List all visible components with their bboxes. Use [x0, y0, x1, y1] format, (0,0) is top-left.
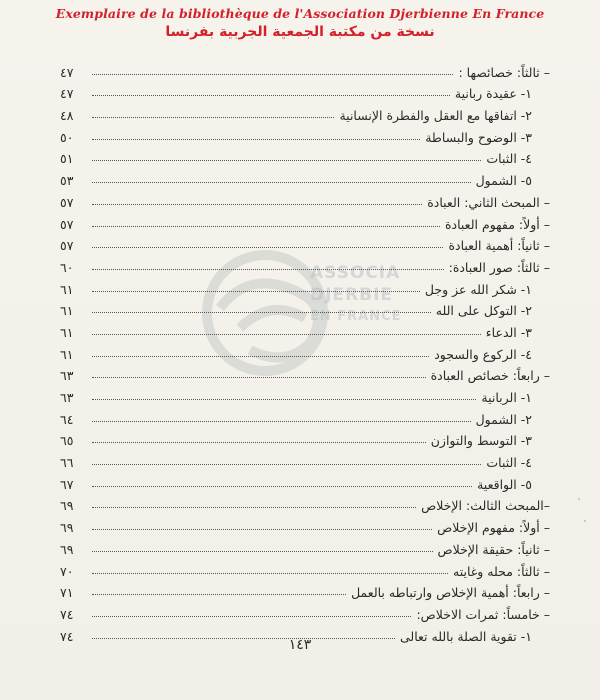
toc-entry — [60, 340, 550, 362]
page-number: ١٤٣ — [288, 637, 312, 653]
toc-entry-title: ٤- الثبات — [486, 151, 532, 167]
toc-entry-page: ٦٩ — [60, 498, 74, 514]
toc-entry — [60, 492, 550, 514]
dot-leader — [92, 116, 334, 118]
dot-leader — [92, 203, 422, 205]
toc-entry — [60, 232, 550, 254]
toc-entry-page: ٥٧ — [60, 216, 74, 232]
dot-leader — [92, 485, 472, 487]
toc-entry-page: ٥١ — [60, 151, 74, 167]
toc-entry-title: ٢- التوكل على الله — [435, 303, 532, 319]
toc-entry-title: ١- شكر الله عز وجل — [424, 281, 532, 297]
dot-leader — [92, 94, 450, 96]
toc-entry-page: ٦٠ — [60, 259, 74, 275]
toc-entry-page: ٦١ — [60, 303, 74, 319]
toc-entry-title: ٤- الثبات — [486, 455, 532, 471]
watermark-line: EN FRANCE — [310, 309, 402, 324]
toc-entry — [60, 448, 550, 470]
toc-entry-page: ٦١ — [60, 346, 74, 362]
margin-speck — [584, 520, 586, 522]
toc-entry-page: ٥٧ — [60, 194, 74, 210]
dot-leader — [92, 333, 481, 335]
toc-entry-title: –المبحث الثالث: الإخلاص — [421, 498, 550, 514]
toc-entry-title: – أولاً: مفهوم العبادة — [444, 216, 550, 232]
toc-entry — [60, 557, 550, 579]
toc-entry-page: ٤٨ — [60, 108, 74, 124]
toc-entry — [60, 253, 550, 275]
dot-leader — [92, 593, 346, 595]
toc-entry — [60, 297, 550, 319]
toc-entry — [60, 101, 550, 123]
toc-entry-title: – ثالثاً: خصائصها : — [458, 64, 550, 80]
toc-entry-title: ٣- الدعاء — [485, 324, 532, 340]
toc-entry-page: ٦٣ — [60, 390, 74, 405]
dot-leader — [92, 572, 448, 574]
toc-entry-title: – ثانياً: أهمية العبادة — [448, 238, 550, 254]
dot-leader — [92, 615, 411, 617]
toc-entry — [60, 275, 550, 297]
toc-entry — [60, 210, 550, 232]
toc-entry-title: ٣- الوضوح والبساطة — [425, 129, 532, 145]
dot-leader — [92, 290, 420, 292]
toc-entry — [60, 58, 550, 80]
toc-entry — [60, 362, 550, 384]
toc-entry — [60, 579, 550, 601]
toc-entry — [60, 188, 550, 210]
dot-leader — [92, 398, 476, 400]
table-of-contents — [60, 58, 550, 644]
toc-entry-page: ٧٠ — [60, 563, 74, 579]
toc-entry-title: ٢- الشمول — [475, 411, 532, 427]
toc-entry — [60, 123, 550, 145]
toc-entry-page: ٦٩ — [60, 541, 74, 557]
toc-entry — [60, 470, 550, 492]
toc-entry-title: – رابعاً: أهمية الإخلاص وارتباطه بالعمل — [351, 585, 550, 601]
dot-leader — [92, 420, 471, 422]
toc-entry-title: – ثالثاً: محله وغايته — [453, 563, 550, 579]
toc-entry-title: ٥- الشمول — [475, 173, 532, 189]
toc-entry — [60, 80, 550, 102]
toc-entry-title: – رابعاً: خصائص العبادة — [430, 368, 550, 384]
toc-entry-page: ٦٦ — [60, 455, 74, 471]
toc-entry-title: ١- الربانية — [481, 390, 532, 405]
library-stamp-french: Exemplaire de la bibliothèque de l'Association Djerbienne En France — [55, 6, 545, 21]
toc-entry — [60, 383, 550, 405]
toc-entry-page: ٧٤ — [60, 606, 74, 622]
toc-entry-title: – ثالثاً: صور العبادة: — [448, 259, 550, 275]
dot-leader — [92, 268, 444, 270]
toc-entry-page: ٦٣ — [60, 368, 74, 384]
toc-entry-page: ٦٥ — [60, 433, 74, 449]
dot-leader — [92, 463, 481, 465]
dot-leader — [92, 181, 471, 183]
toc-entry — [60, 535, 550, 557]
dot-leader — [92, 159, 481, 161]
toc-entry-page: ٤٧ — [60, 64, 74, 80]
toc-entry — [60, 600, 550, 622]
toc-entry — [60, 405, 550, 427]
toc-entry — [60, 427, 550, 449]
toc-entry — [60, 166, 550, 188]
margin-speck — [578, 498, 580, 500]
toc-entry-page: ٤٧ — [60, 86, 74, 102]
dot-leader — [92, 225, 440, 227]
toc-entry — [60, 513, 550, 535]
dot-leader — [92, 441, 426, 443]
toc-entry-title: ٤- الركوع والسجود — [434, 346, 532, 362]
toc-entry-page: ٧١ — [60, 585, 74, 601]
toc-entry-page: ٧٤ — [60, 628, 74, 644]
dot-leader — [92, 246, 443, 248]
toc-entry-page: ٥٣ — [60, 173, 74, 189]
toc-entry-title: ١- عقيدة ربانية — [454, 86, 532, 102]
library-stamp-arabic: نسخة من مكتبة الجمعية الجربية بفرنسا — [165, 24, 435, 40]
toc-entry-page: ٦١ — [60, 324, 74, 340]
dot-leader — [92, 355, 429, 357]
toc-entry-title: ٥- الواقعية — [477, 476, 532, 492]
toc-entry-title: – أولاً: مفهوم الإخلاص — [437, 520, 550, 536]
toc-entry-title: ٢- اتفاقها مع العقل والفطرة الإنسانية — [339, 108, 532, 124]
toc-entry — [60, 145, 550, 167]
toc-entry-title: – المبحث الثاني: العبادة — [427, 194, 550, 210]
dot-leader — [92, 550, 433, 552]
toc-entry-title: – خامساً: ثمرات الاخلاص: — [416, 606, 550, 622]
toc-entry-page: ٦١ — [60, 281, 74, 297]
toc-entry-title: – ثانياً: حقيقة الإخلاص — [437, 541, 550, 557]
toc-entry-title: ٣- التوسط والتوازن — [430, 433, 532, 449]
dot-leader — [92, 376, 426, 378]
toc-entry-page: ٥٠ — [60, 129, 74, 145]
dot-leader — [92, 138, 420, 140]
dot-leader — [92, 73, 453, 75]
watermark-line: DJERBIE — [310, 285, 394, 305]
dot-leader — [92, 528, 432, 530]
toc-entry-page: ٦٤ — [60, 411, 74, 427]
dot-leader — [92, 311, 431, 313]
toc-entry-page: ٦٧ — [60, 476, 74, 492]
toc-entry-page: ٦٩ — [60, 520, 74, 536]
toc-entry-title: ١- تقوية الصلة بالله تعالى — [399, 628, 532, 644]
watermark-line: ASSOCIA — [310, 263, 401, 283]
dot-leader — [92, 506, 416, 508]
toc-entry — [60, 318, 550, 340]
toc-entry-page: ٥٧ — [60, 238, 74, 254]
